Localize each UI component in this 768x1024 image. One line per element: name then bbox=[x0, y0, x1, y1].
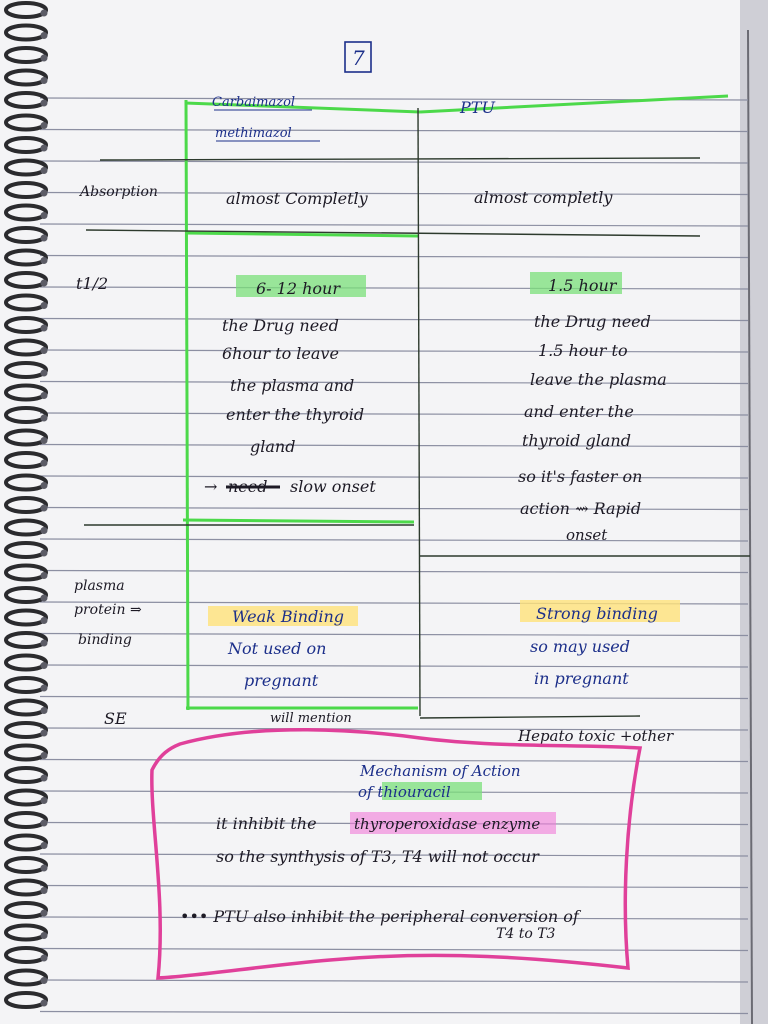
punch-hole bbox=[41, 797, 48, 804]
punch-hole bbox=[41, 955, 48, 962]
punch-hole bbox=[41, 347, 48, 354]
row-label-half-life: t1/2 bbox=[76, 274, 109, 293]
punch-hole bbox=[41, 910, 48, 917]
mechanism-line1-highlight: thyroperoxidase enzyme bbox=[354, 815, 541, 833]
punch-hole bbox=[41, 212, 48, 219]
punch-hole bbox=[41, 820, 48, 827]
row-label-binding-0: plasma bbox=[74, 578, 125, 594]
halflife-col1-line-4: gland bbox=[250, 437, 296, 456]
mechanism-title-line2: of thiouracil bbox=[358, 783, 451, 801]
punch-hole bbox=[41, 325, 48, 332]
mechanism-line1-pre: it inhibit the bbox=[216, 814, 317, 833]
halflife-col1-line-0: the Drug need bbox=[222, 316, 339, 335]
punch-hole bbox=[41, 370, 48, 377]
mechanism-line3: ••• PTU also inhibit the peripheral conversion of bbox=[180, 907, 579, 926]
punch-hole bbox=[41, 100, 48, 107]
punch-hole bbox=[41, 505, 48, 512]
punch-hole bbox=[41, 392, 48, 399]
punch-hole bbox=[41, 617, 48, 624]
punch-hole bbox=[41, 10, 48, 17]
halflife-col1-line-2: the plasma and bbox=[230, 376, 355, 395]
punch-hole bbox=[41, 572, 48, 579]
punch-hole bbox=[41, 752, 48, 759]
punch-hole bbox=[41, 1000, 48, 1007]
se-col2: Hepato toxic +other bbox=[518, 727, 674, 745]
binding-col2-line-0: so may used bbox=[530, 637, 630, 656]
se-col1: will mention bbox=[270, 711, 352, 726]
absorption-col1: almost Completly bbox=[226, 189, 368, 208]
punch-hole bbox=[41, 685, 48, 692]
punch-hole bbox=[41, 190, 48, 197]
halflife-col2-line-1: 1.5 hour to bbox=[538, 341, 628, 360]
punch-hole bbox=[41, 302, 48, 309]
halflife-col2-line-6: action ⇝ Rapid bbox=[520, 499, 642, 518]
punch-hole bbox=[41, 977, 48, 984]
halflife-col2-line-2: leave the plasma bbox=[530, 370, 667, 389]
halflife-col2-line-3: and enter the bbox=[524, 402, 634, 421]
punch-hole bbox=[41, 77, 48, 84]
halflife-col2-line-7: onset bbox=[566, 526, 608, 544]
punch-hole bbox=[41, 550, 48, 557]
punch-hole bbox=[41, 437, 48, 444]
halflife-col2-line-4: thyroid gland bbox=[522, 431, 631, 450]
row-label-absorption: Absorption bbox=[80, 184, 158, 200]
punch-hole bbox=[41, 932, 48, 939]
mechanism-title-line1: Mechanism of Action bbox=[360, 762, 521, 780]
punch-hole bbox=[41, 167, 48, 174]
col2-header-ptu: PTU bbox=[460, 98, 495, 117]
col1-header-methimazole: methimazol bbox=[215, 126, 292, 141]
punch-hole bbox=[41, 775, 48, 782]
punch-hole bbox=[41, 482, 48, 489]
punch-hole bbox=[41, 527, 48, 534]
punch-hole bbox=[41, 662, 48, 669]
row-label-se: SE bbox=[104, 709, 127, 728]
punch-hole bbox=[41, 415, 48, 422]
binding-col2-line-1: in pregnant bbox=[534, 669, 629, 688]
binding-col1-line-0: Not used on bbox=[228, 639, 327, 658]
punch-hole bbox=[41, 595, 48, 602]
punch-hole bbox=[41, 122, 48, 129]
page-number: 7 bbox=[352, 46, 365, 70]
absorption-col2: almost completly bbox=[474, 188, 613, 207]
halflife-col2-line-5: so it's faster on bbox=[518, 467, 643, 486]
halflife-col2-value: 1.5 hour bbox=[548, 276, 617, 295]
col1-header-carbimazole: Carbaimazol bbox=[212, 95, 296, 110]
punch-hole bbox=[41, 460, 48, 467]
punch-hole bbox=[41, 235, 48, 242]
punch-hole bbox=[41, 32, 48, 39]
halflife-col1-line-1: 6hour to leave bbox=[222, 344, 339, 363]
page-edge-shadow bbox=[740, 0, 768, 1024]
punch-hole bbox=[41, 730, 48, 737]
punch-hole bbox=[41, 707, 48, 714]
halflife-col1-arrow: → bbox=[204, 477, 218, 496]
punch-hole bbox=[41, 257, 48, 264]
mechanism-line2: so the synthysis of T3, T4 will not occur bbox=[216, 847, 539, 866]
halflife-col1-line-3: enter the thyroid bbox=[226, 405, 365, 424]
binding-col1-value: Weak Binding bbox=[232, 607, 345, 626]
binding-col1-line-1: pregnant bbox=[244, 671, 319, 690]
halflife-col1-crossed: need bbox=[228, 477, 268, 496]
punch-hole bbox=[41, 55, 48, 62]
punch-hole bbox=[41, 887, 48, 894]
row-label-binding-1: protein ⇒ bbox=[74, 602, 142, 618]
halflife-col2-line-0: the Drug need bbox=[534, 312, 651, 331]
binding-col2-value: Strong binding bbox=[536, 604, 658, 623]
punch-hole bbox=[41, 145, 48, 152]
punch-hole bbox=[41, 280, 48, 287]
halflife-col1-value: 6- 12 hour bbox=[256, 279, 341, 298]
punch-hole bbox=[41, 640, 48, 647]
mechanism-line4: T4 to T3 bbox=[496, 926, 556, 942]
halflife-col1-onset: slow onset bbox=[290, 477, 376, 496]
punch-hole bbox=[41, 842, 48, 849]
row-label-binding-2: binding bbox=[78, 632, 132, 648]
punch-hole bbox=[41, 865, 48, 872]
